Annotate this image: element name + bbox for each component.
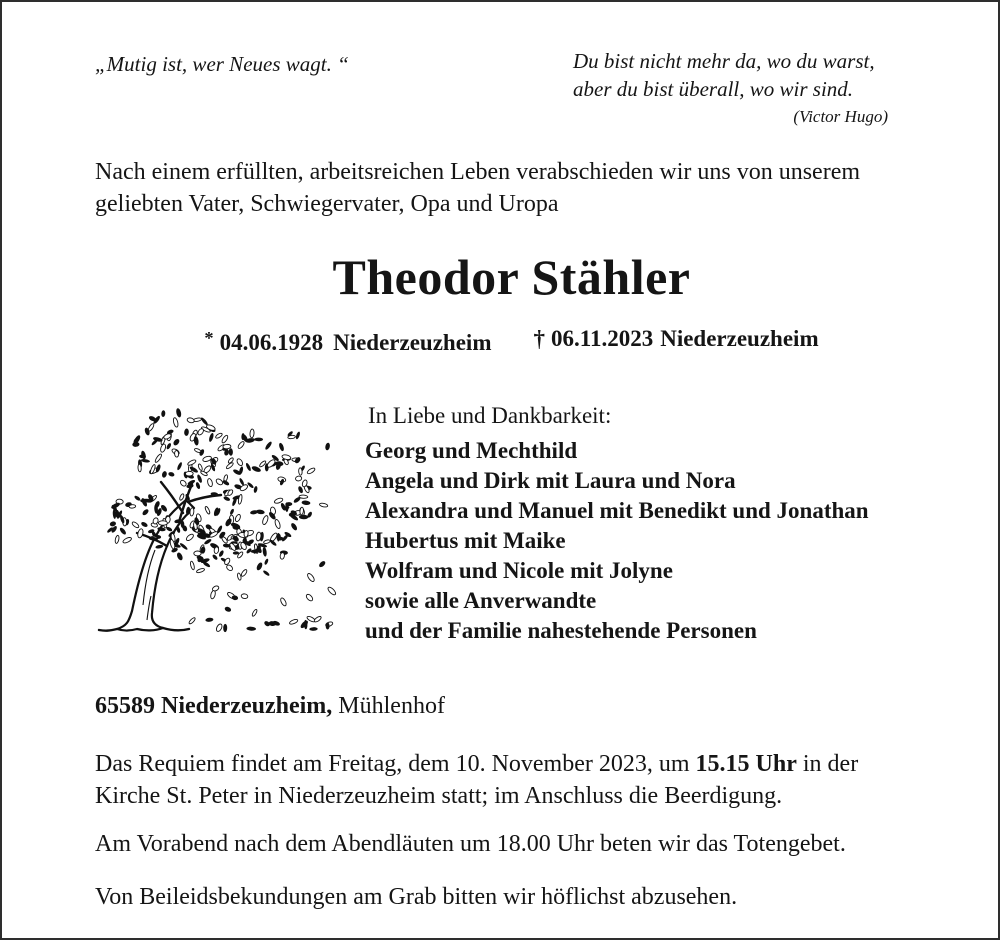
family-member: sowie alle Anverwandte [365,588,597,614]
death-place: Niederzeuzheim [660,326,819,351]
quote-right [573,47,888,129]
birth-place: Niederzeuzheim [333,330,492,356]
quote-attribution: (Victor Hugo) [793,107,888,126]
family-member: Alexandra und Manuel mit Benedikt und Jonathan [365,498,869,524]
life-dates [95,323,928,358]
address-line [95,690,928,722]
family-member: und der Familie nahestehende Personen [365,618,757,644]
intro-paragraph: Nach einem erfüllten, arbeitsreichen Leben verabschieden wir uns von unserem geliebten Vater, Schwiegervater, Opa und Uropa [95,159,861,217]
family-member: Angela und Dirk mit Laura und Nora [365,468,736,494]
birth-date: 04.06.1928 [219,330,324,356]
requiem-paragraph [95,748,925,812]
mourners-section [95,400,928,646]
family-member: Hubertus mit Maike [365,528,566,554]
address-postal-town: 65589 Niederzeuzheim, [95,693,333,720]
birth-star-symbol: * [204,328,214,348]
birth-date-line [204,323,491,358]
requiem-text-start: Das Requiem findet am Freitag, dem 10. November 2023, um [95,751,696,778]
family-heading: In Liebe und Dankbarkeit: [368,403,612,429]
quote-right-line2: aber du bist überall, wo wir sind. [573,77,854,101]
death-date: 06.11.2023 [550,326,654,351]
tree-illustration [95,400,345,643]
quote-right-line1: Du bist nicht mehr da, wo du warst, [573,49,875,73]
family-list [365,400,869,646]
death-date-line [533,323,818,358]
quote-left: „Mutig ist, wer Neues wagt. “ [95,52,349,76]
death-cross-symbol: † [533,326,545,351]
windblown-tree-icon [95,400,340,638]
requiem-text-end: in der Kirche St. Peter in Niederzeuzheim statt; im Anschluss die Beerdigung. [95,751,859,810]
family-member: Wolfram und Nicole mit Jolyne [365,558,673,584]
family-member: Georg und Mechthild [365,438,578,464]
condolence-paragraph: Von Beileidsbekundungen am Grab bitten wir höflichst abzusehen. [95,884,738,911]
vigil-paragraph: Am Vorabend nach dem Abendläuten um 18.00 Uhr beten wir das Totengebet. [95,831,846,858]
requiem-time: 15.15 Uhr [695,751,797,778]
deceased-name: Theodor Stähler [332,249,691,305]
header-quotes [95,47,928,129]
address-estate: Mühlenhof [338,693,445,720]
